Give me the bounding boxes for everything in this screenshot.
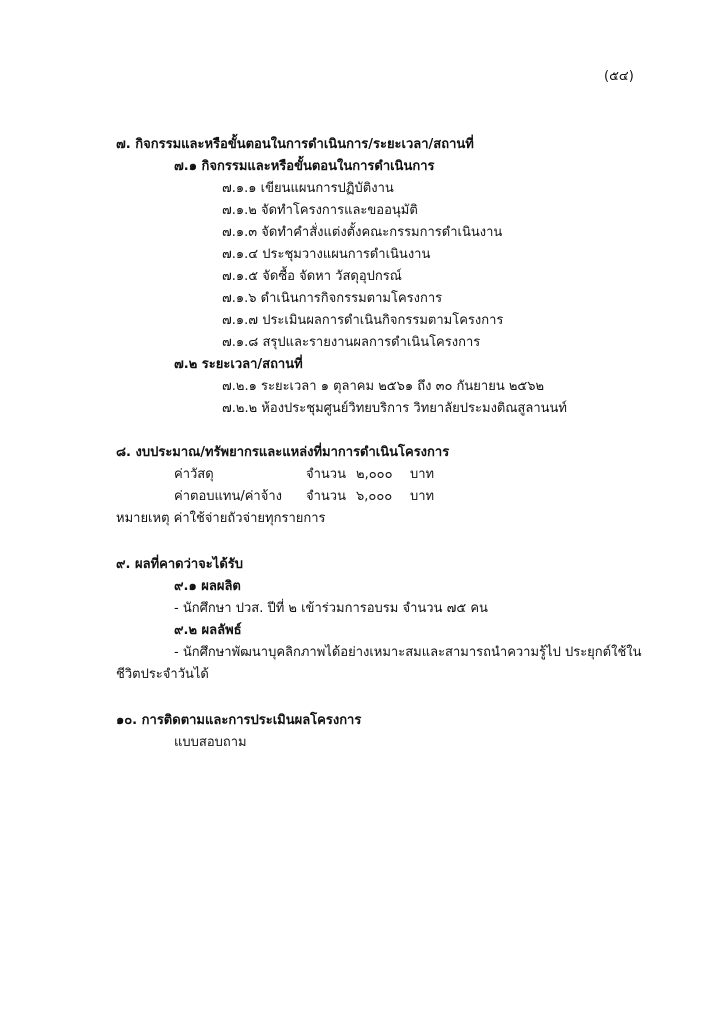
- list-item: ๗.๑.๑ เขียนแผนการปฏิบัติงาน: [222, 181, 394, 196]
- budget-item: ค่าวัสดุ: [174, 467, 214, 482]
- section-9-heading: ๙. ผลที่คาดว่าจะได้รับ: [116, 557, 243, 572]
- list-item: ๗.๑.๖ ดำเนินการกิจกรรมตามโครงการ: [222, 291, 443, 306]
- section-9-1-heading: ๙.๑ ผลผลิต: [174, 579, 241, 594]
- list-item: ๗.๒.๒ ห้องประชุมศูนย์วิทยบริการ วิทยาลัยประมงติณสูลานนท์: [222, 401, 567, 416]
- budget-unit: บาท: [410, 467, 435, 482]
- section-9-2-heading: ๙.๒ ผลลัพธ์: [174, 623, 242, 638]
- budget-qty-label: จำนวน: [306, 489, 346, 504]
- list-item: ๗.๑.๔ ประชุมวางแผนการดำเนินงาน: [222, 247, 431, 262]
- budget-unit: บาท: [410, 489, 435, 504]
- list-item: ๗.๑.๘ สรุปและรายงานผลการดำเนินโครงการ: [222, 335, 481, 350]
- budget-item: ค่าตอบแทน/ค่าจ้าง: [174, 489, 282, 504]
- section-8-heading: ๘. งบประมาณ/ทรัพยากรและแหล่งที่มาการดำเนินโครงการ: [116, 445, 450, 460]
- section-7-1-heading: ๗.๑ กิจกรรมและหรือขั้นตอนในการดำเนินการ: [174, 159, 435, 174]
- budget-amount: ๖,๐๐๐: [356, 489, 393, 504]
- list-item: ๗.๒.๑ ระยะเวลา ๑ ตุลาคม ๒๕๖๑ ถึง ๓๐ กันยายน ๒๕๖๒: [222, 379, 545, 394]
- section-7-heading: ๗. กิจกรรมและหรือขั้นตอนในการดำเนินการ/ระยะเวลา/สถานที่: [116, 137, 474, 152]
- section-7-2-heading: ๗.๒ ระยะเวลา/สถานที่: [174, 357, 303, 372]
- list-item: ๗.๑.๓ จัดทำคำสั่งแต่งตั้งคณะกรรมการดำเนินงาน: [222, 225, 503, 240]
- outcome-text-line-2: ชีวิตประจำวันได้: [116, 667, 209, 682]
- page-number: (๕๔): [604, 69, 634, 84]
- budget-qty-label: จำนวน: [306, 467, 346, 482]
- budget-note: หมายเหตุ ค่าใช้จ่ายถัวจ่ายทุกรายการ: [116, 511, 326, 526]
- evaluation-method: แบบสอบถาม: [174, 735, 247, 750]
- outcome-text-line-1: - นักศึกษาพัฒนาบุคลิกภาพได้อย่างเหมาะสมและสามารถนำความรู้ไป ประยุกต์ใช้ใน: [174, 645, 642, 660]
- list-item: ๗.๑.๗ ประเมินผลการดำเนินกิจกรรมตามโครงการ: [222, 313, 504, 328]
- list-item: ๗.๑.๒ จัดทำโครงการและขออนุมัติ: [222, 203, 418, 218]
- budget-amount: ๒,๐๐๐: [356, 467, 393, 482]
- output-text: - นักศึกษา ปวส. ปีที่ ๒ เข้าร่วมการอบรม จำนวน ๗๕ คน: [174, 601, 488, 616]
- list-item: ๗.๑.๕ จัดซื้อ จัดหา วัสดุอุปกรณ์: [222, 269, 402, 284]
- section-10-heading: ๑๐. การติดตามและการประเมินผลโครงการ: [116, 713, 362, 728]
